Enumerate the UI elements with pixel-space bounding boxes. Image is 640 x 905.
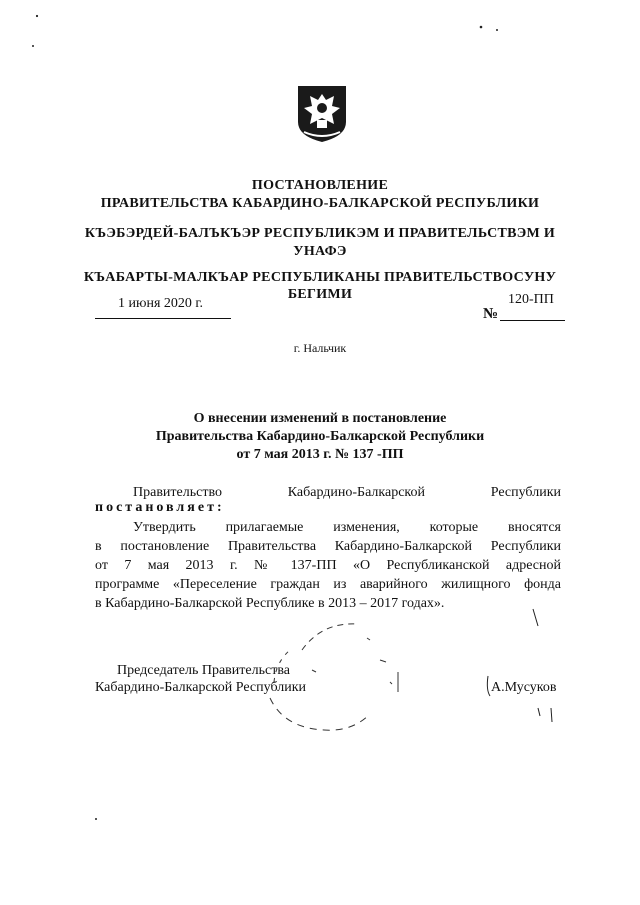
issuer-heading-ru: ПРАВИТЕЛЬСТВА КАБАРДИНО-БАЛКАРСКОЙ РЕСПУБЛИКИ [100, 196, 540, 211]
signatory-position-line1: Председатель Правительства [117, 663, 290, 678]
signatory-name: А.Мусуков [491, 680, 557, 695]
document-title: О внесении изменений в постановление Правительства Кабардино-Балкарской Республики от 7 мая 2013 г. № 137 -ПП [155, 411, 485, 462]
city: г. Нальчик [293, 341, 347, 355]
issuer-heading-balkar: КЪАБАРТЫ-МАЛКЪАР РЕСПУБЛИКАНЫ ПРАВИТЕЛЬСТВОСУНУ БЕГИМИ [83, 270, 557, 302]
paragraph-approve: Утвердить прилагаемые изменения, которые вносятся в постановление Правительства Кабардино-Балкарской Республики от 7 мая 2013 г. № 137-ПП «О Республиканской адресной программе «Переселение граждан из аварийного жилищного фонда в Кабардино-Балкарской Республике в 2013 – 2017 годах». [95, 520, 561, 611]
document-number: 120-ПП [508, 292, 554, 307]
number-sign: № [483, 306, 499, 322]
document-type-heading: ПОСТАНОВЛЕНИЕ [251, 178, 389, 193]
resolves-text: постановляет: [95, 500, 225, 515]
document-date: 1 июня 2020 г. [118, 296, 204, 311]
issuer-heading-kabardian: КЪЭБЭРДЕЙ-БАЛЪКЪЭР РЕСПУБЛИКЭМ И ПРАВИТЕЛЬСТВЭМ И УНАФЭ [84, 226, 556, 259]
number-underline [500, 320, 565, 321]
coat-of-arms-icon [296, 84, 348, 144]
paragraph-government: Правительство Кабардино-Балкарской Республики [133, 485, 561, 500]
date-underline [95, 318, 231, 319]
signatory-position-line2: Кабардино-Балкарской Республики [95, 680, 306, 695]
